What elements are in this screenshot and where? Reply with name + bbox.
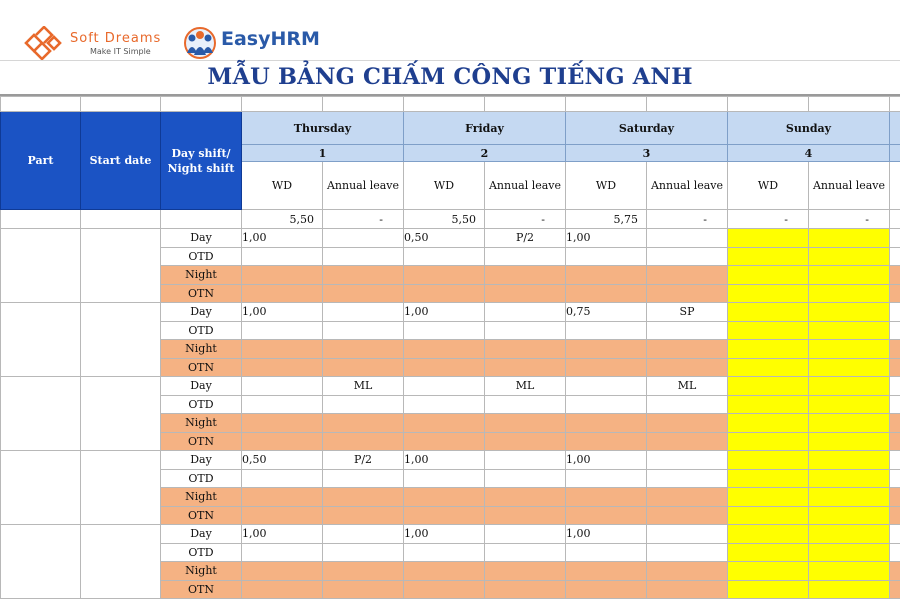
timesheet-cell[interactable]: 1,00 — [242, 229, 323, 248]
timesheet-cell[interactable] — [647, 358, 728, 377]
date-number-1: 1 — [242, 145, 404, 162]
timesheet-cell[interactable] — [404, 266, 485, 285]
shift-label: Night — [161, 414, 242, 433]
day-header-next — [890, 112, 900, 145]
next-day-cell[interactable] — [890, 284, 900, 303]
timesheet-cell[interactable] — [404, 377, 485, 396]
timesheet-cell[interactable] — [404, 414, 485, 433]
timesheet-cell[interactable] — [323, 358, 404, 377]
timesheet-cell[interactable] — [323, 321, 404, 340]
timesheet-cell[interactable] — [242, 266, 323, 285]
shift-label: Day — [161, 229, 242, 248]
employee-start-date-cell[interactable] — [81, 229, 161, 303]
timesheet-cell[interactable] — [323, 488, 404, 507]
timesheet-cell[interactable] — [323, 580, 404, 599]
timesheet-cell[interactable] — [566, 488, 647, 507]
header-divider — [0, 60, 900, 61]
sunday-cell[interactable] — [728, 451, 809, 470]
timesheet-cell[interactable] — [485, 284, 566, 303]
timesheet-cell[interactable] — [404, 247, 485, 266]
next-day-cell[interactable] — [890, 321, 900, 340]
timesheet-cell[interactable]: 1,00 — [404, 451, 485, 470]
next-day-cell[interactable] — [890, 358, 900, 377]
timesheet-cell[interactable] — [485, 451, 566, 470]
next-day-cell[interactable] — [890, 229, 900, 248]
sunday-cell[interactable] — [728, 377, 809, 396]
timesheet-cell[interactable]: 0,75 — [566, 303, 647, 322]
date-number-2: 2 — [404, 145, 566, 162]
timesheet-cell[interactable]: ML — [323, 377, 404, 396]
total-wd-thursday: 5,50 — [242, 210, 323, 229]
employee-start-date-cell[interactable] — [81, 525, 161, 599]
sunday-cell[interactable] — [728, 432, 809, 451]
timesheet-cell[interactable]: 0,50 — [242, 451, 323, 470]
timesheet-cell[interactable] — [566, 414, 647, 433]
next-day-cell[interactable] — [890, 303, 900, 322]
employee-part-cell[interactable] — [1, 377, 81, 451]
spacer-row — [1, 97, 900, 112]
wd-header: WD — [728, 162, 809, 210]
next-day-cell[interactable] — [890, 266, 900, 285]
timesheet-cell[interactable] — [566, 358, 647, 377]
timesheet-cell[interactable] — [323, 562, 404, 581]
total-al-friday: - — [485, 210, 566, 229]
timesheet-cell[interactable] — [323, 525, 404, 544]
sunday-cell[interactable] — [728, 488, 809, 507]
timesheet-cell[interactable]: SP — [647, 303, 728, 322]
shift-label: Day — [161, 451, 242, 470]
day-header-sunday: Sunday — [728, 112, 890, 145]
timesheet-cell[interactable] — [647, 266, 728, 285]
timesheet-cell[interactable] — [404, 284, 485, 303]
timesheet-cell[interactable] — [485, 247, 566, 266]
total-wd-sunday: - — [728, 210, 809, 229]
sunday-cell[interactable] — [809, 469, 890, 488]
shift-label: OTD — [161, 395, 242, 414]
timesheet-cell[interactable] — [404, 562, 485, 581]
part-header: Part — [1, 112, 81, 210]
timesheet-cell[interactable] — [485, 321, 566, 340]
timesheet-cell[interactable] — [323, 229, 404, 248]
timesheet-cell[interactable]: 0,50 — [404, 229, 485, 248]
timesheet-cell[interactable] — [647, 395, 728, 414]
sunday-cell[interactable] — [809, 506, 890, 525]
sunday-cell[interactable] — [728, 229, 809, 248]
softdreams-slogan: Make IT Simple — [90, 47, 151, 56]
timesheet-cell[interactable] — [323, 303, 404, 322]
timesheet-cell[interactable] — [242, 340, 323, 359]
timesheet-cell[interactable] — [323, 340, 404, 359]
sunday-cell[interactable] — [728, 414, 809, 433]
timesheet-cell[interactable] — [485, 432, 566, 451]
timesheet-cell[interactable] — [647, 340, 728, 359]
timesheet-cell[interactable] — [485, 543, 566, 562]
shift-label: OTN — [161, 506, 242, 525]
sunday-cell[interactable] — [728, 321, 809, 340]
shift-label: OTD — [161, 321, 242, 340]
total-al-thursday: - — [323, 210, 404, 229]
annual-leave-header: Annual leave — [647, 162, 728, 210]
sunday-cell[interactable] — [728, 543, 809, 562]
sunday-cell[interactable] — [728, 506, 809, 525]
timesheet-cell[interactable]: 1,00 — [404, 303, 485, 322]
next-day-cell[interactable] — [890, 525, 900, 544]
sunday-cell[interactable] — [809, 266, 890, 285]
timesheet-cell[interactable] — [242, 247, 323, 266]
timesheet-cell[interactable] — [647, 414, 728, 433]
sunday-cell[interactable] — [728, 358, 809, 377]
sunday-cell[interactable] — [809, 451, 890, 470]
timesheet-cell[interactable] — [566, 340, 647, 359]
date-number-4: 4 — [728, 145, 890, 162]
softdreams-logo-icon — [22, 26, 62, 60]
timesheet-cell[interactable] — [485, 562, 566, 581]
next-day-cell[interactable] — [890, 562, 900, 581]
shift-label: OTN — [161, 580, 242, 599]
timesheet-cell[interactable] — [323, 432, 404, 451]
timesheet-cell[interactable] — [647, 451, 728, 470]
timesheet-cell[interactable] — [485, 358, 566, 377]
timesheet-cell[interactable] — [242, 562, 323, 581]
timesheet-cell[interactable] — [323, 284, 404, 303]
sunday-cell[interactable] — [809, 488, 890, 507]
timesheet-cell[interactable] — [404, 488, 485, 507]
next-day-cell[interactable] — [890, 469, 900, 488]
timesheet-cell[interactable] — [566, 543, 647, 562]
timesheet-cell[interactable]: 1,00 — [242, 303, 323, 322]
timesheet-cell[interactable] — [404, 580, 485, 599]
logo-bar — [0, 0, 900, 60]
timesheet-cell[interactable] — [647, 506, 728, 525]
shift-label: Day — [161, 525, 242, 544]
timesheet-cell[interactable]: ML — [485, 377, 566, 396]
timesheet-cell[interactable] — [485, 340, 566, 359]
timesheet-grid — [0, 96, 900, 600]
table-row — [1, 377, 900, 396]
timesheet-cell[interactable] — [647, 229, 728, 248]
totals-row — [1, 210, 900, 229]
employee-part-cell[interactable] — [1, 451, 81, 525]
timesheet-cell[interactable] — [647, 562, 728, 581]
employee-rows — [1, 229, 900, 599]
next-day-cell[interactable] — [890, 488, 900, 507]
timesheet-cell[interactable]: ML — [647, 377, 728, 396]
timesheet-cell[interactable] — [647, 432, 728, 451]
timesheet-cell[interactable] — [404, 543, 485, 562]
timesheet-cell[interactable] — [242, 414, 323, 433]
timesheet-cell[interactable] — [647, 525, 728, 544]
total-al-sunday: - — [809, 210, 890, 229]
day-header-saturday: Saturday — [566, 112, 728, 145]
timesheet-cell[interactable] — [242, 506, 323, 525]
timesheet-cell[interactable] — [404, 506, 485, 525]
shift-label: OTN — [161, 432, 242, 451]
timesheet-cell[interactable] — [647, 469, 728, 488]
sunday-cell[interactable] — [809, 562, 890, 581]
timesheet-cell[interactable] — [566, 469, 647, 488]
timesheet-cell[interactable]: 1,00 — [566, 229, 647, 248]
timesheet-cell[interactable] — [566, 395, 647, 414]
sunday-cell[interactable] — [728, 266, 809, 285]
timesheet-cell[interactable] — [485, 488, 566, 507]
timesheet-cell[interactable] — [404, 340, 485, 359]
easyhrm-logo-icon — [183, 27, 217, 59]
sunday-cell[interactable] — [728, 580, 809, 599]
timesheet-cell[interactable] — [485, 414, 566, 433]
shift-label: OTD — [161, 469, 242, 488]
timesheet-cell[interactable] — [647, 580, 728, 599]
timesheet-cell[interactable] — [485, 469, 566, 488]
timesheet-cell[interactable] — [242, 395, 323, 414]
employee-start-date-cell[interactable] — [81, 451, 161, 525]
shift-label: Night — [161, 266, 242, 285]
sunday-cell[interactable] — [809, 525, 890, 544]
timesheet-cell[interactable] — [566, 266, 647, 285]
annual-leave-header: Annual leave — [485, 162, 566, 210]
shift-label: Day — [161, 303, 242, 322]
header-row-days — [1, 112, 900, 145]
timesheet-cell[interactable] — [323, 469, 404, 488]
sunday-cell[interactable] — [728, 562, 809, 581]
timesheet-cell[interactable] — [566, 377, 647, 396]
timesheet-cell[interactable]: 1,00 — [566, 525, 647, 544]
shift-header: Day shift/ Night shift — [161, 112, 242, 210]
table-row — [1, 451, 900, 470]
table-row — [1, 229, 900, 248]
timesheet-cell[interactable]: P/2 — [485, 229, 566, 248]
employee-part-cell[interactable] — [1, 229, 81, 303]
timesheet-cell[interactable] — [485, 525, 566, 544]
timesheet-cell[interactable]: 1,00 — [242, 525, 323, 544]
wd-header: WD — [566, 162, 647, 210]
annual-leave-header: Annual leave — [809, 162, 890, 210]
next-day-cell[interactable] — [890, 543, 900, 562]
sunday-cell[interactable] — [809, 358, 890, 377]
timesheet-cell[interactable] — [566, 506, 647, 525]
employee-start-date-cell[interactable] — [81, 377, 161, 451]
timesheet-cell[interactable] — [242, 321, 323, 340]
shift-label: OTD — [161, 247, 242, 266]
sunday-cell[interactable] — [809, 395, 890, 414]
timesheet-cell[interactable] — [647, 321, 728, 340]
sunday-cell[interactable] — [809, 543, 890, 562]
sunday-cell[interactable] — [809, 303, 890, 322]
shift-label: Night — [161, 340, 242, 359]
timesheet-cell[interactable]: 1,00 — [404, 525, 485, 544]
wd-header: WD — [242, 162, 323, 210]
timesheet-cell[interactable] — [242, 488, 323, 507]
sunday-cell[interactable] — [728, 340, 809, 359]
page-title: MẪU BẢNG CHẤM CÔNG TIẾNG ANH — [207, 64, 693, 90]
sunday-cell[interactable] — [728, 303, 809, 322]
total-wd-saturday: 5,75 — [566, 210, 647, 229]
employee-part-cell[interactable] — [1, 303, 81, 377]
timesheet-cell[interactable] — [404, 469, 485, 488]
timesheet-cell[interactable] — [566, 321, 647, 340]
shift-label: OTN — [161, 284, 242, 303]
sunday-cell[interactable] — [809, 284, 890, 303]
timesheet-cell[interactable] — [485, 395, 566, 414]
sunday-cell[interactable] — [809, 340, 890, 359]
next-day-cell[interactable] — [890, 414, 900, 433]
sunday-cell[interactable] — [809, 414, 890, 433]
sunday-cell[interactable] — [728, 247, 809, 266]
total-al-saturday: - — [647, 210, 728, 229]
shift-label: OTN — [161, 358, 242, 377]
timesheet-cell[interactable] — [404, 321, 485, 340]
timesheet-cell[interactable] — [242, 377, 323, 396]
annual-leave-header: Annual leave — [323, 162, 404, 210]
next-day-cell[interactable] — [890, 451, 900, 470]
wd-header: WD — [404, 162, 485, 210]
day-header-thursday: Thursday — [242, 112, 404, 145]
timesheet-cell[interactable] — [242, 432, 323, 451]
sunday-cell[interactable] — [809, 229, 890, 248]
day-header-friday: Friday — [404, 112, 566, 145]
sunday-cell[interactable] — [728, 469, 809, 488]
date-number-3: 3 — [566, 145, 728, 162]
next-day-cell[interactable] — [890, 340, 900, 359]
timesheet-cell[interactable] — [242, 284, 323, 303]
table-row — [1, 303, 900, 322]
shift-label: OTD — [161, 543, 242, 562]
timesheet-cell[interactable] — [566, 284, 647, 303]
sunday-cell[interactable] — [809, 432, 890, 451]
total-wd-friday: 5,50 — [404, 210, 485, 229]
timesheet-cell[interactable] — [566, 432, 647, 451]
sunday-cell[interactable] — [728, 284, 809, 303]
table-row — [1, 525, 900, 544]
sunday-cell[interactable] — [728, 525, 809, 544]
timesheet-cell[interactable] — [485, 303, 566, 322]
timesheet-cell[interactable] — [566, 562, 647, 581]
timesheet-cell[interactable] — [323, 506, 404, 525]
timesheet-cell[interactable]: P/2 — [323, 451, 404, 470]
timesheet-cell[interactable]: 1,00 — [566, 451, 647, 470]
sunday-cell[interactable] — [809, 377, 890, 396]
timesheet-cell[interactable] — [242, 469, 323, 488]
timesheet-cell[interactable] — [566, 580, 647, 599]
employee-start-date-cell[interactable] — [81, 303, 161, 377]
shift-label: Night — [161, 562, 242, 581]
employee-part-cell[interactable] — [1, 525, 81, 599]
shift-label: Day — [161, 377, 242, 396]
next-day-cell[interactable] — [890, 247, 900, 266]
sunday-cell[interactable] — [809, 321, 890, 340]
softdreams-name: Soft Dreams — [70, 31, 162, 46]
timesheet-cell[interactable] — [647, 247, 728, 266]
timesheet-cell[interactable] — [404, 432, 485, 451]
timesheet-cell[interactable] — [485, 266, 566, 285]
next-day-cell[interactable] — [890, 377, 900, 396]
timesheet-cell[interactable] — [323, 414, 404, 433]
timesheet-cell[interactable] — [404, 395, 485, 414]
sunday-cell[interactable] — [728, 395, 809, 414]
timesheet-cell[interactable] — [323, 266, 404, 285]
timesheet-cell[interactable] — [242, 580, 323, 599]
timesheet-cell[interactable] — [647, 284, 728, 303]
date-number-next — [890, 145, 900, 162]
timesheet-cell[interactable] — [647, 488, 728, 507]
timesheet-cell[interactable] — [404, 358, 485, 377]
timesheet-cell[interactable] — [242, 543, 323, 562]
timesheet-cell[interactable] — [242, 358, 323, 377]
next-day-cell[interactable] — [890, 506, 900, 525]
subcolumn-next — [890, 162, 900, 210]
timesheet-cell[interactable] — [323, 543, 404, 562]
next-day-cell[interactable] — [890, 580, 900, 599]
easyhrm-name: EasyHRM — [221, 28, 320, 50]
timesheet-table — [0, 96, 900, 599]
timesheet-cell[interactable] — [566, 247, 647, 266]
next-day-cell[interactable] — [890, 395, 900, 414]
sunday-cell[interactable] — [809, 580, 890, 599]
timesheet-cell[interactable] — [485, 580, 566, 599]
timesheet-cell[interactable] — [647, 543, 728, 562]
timesheet-cell[interactable] — [323, 395, 404, 414]
timesheet-cell[interactable] — [485, 506, 566, 525]
start-date-header: Start date — [81, 112, 161, 210]
shift-label: Night — [161, 488, 242, 507]
timesheet-cell[interactable] — [323, 247, 404, 266]
sunday-cell[interactable] — [809, 247, 890, 266]
next-day-cell[interactable] — [890, 432, 900, 451]
